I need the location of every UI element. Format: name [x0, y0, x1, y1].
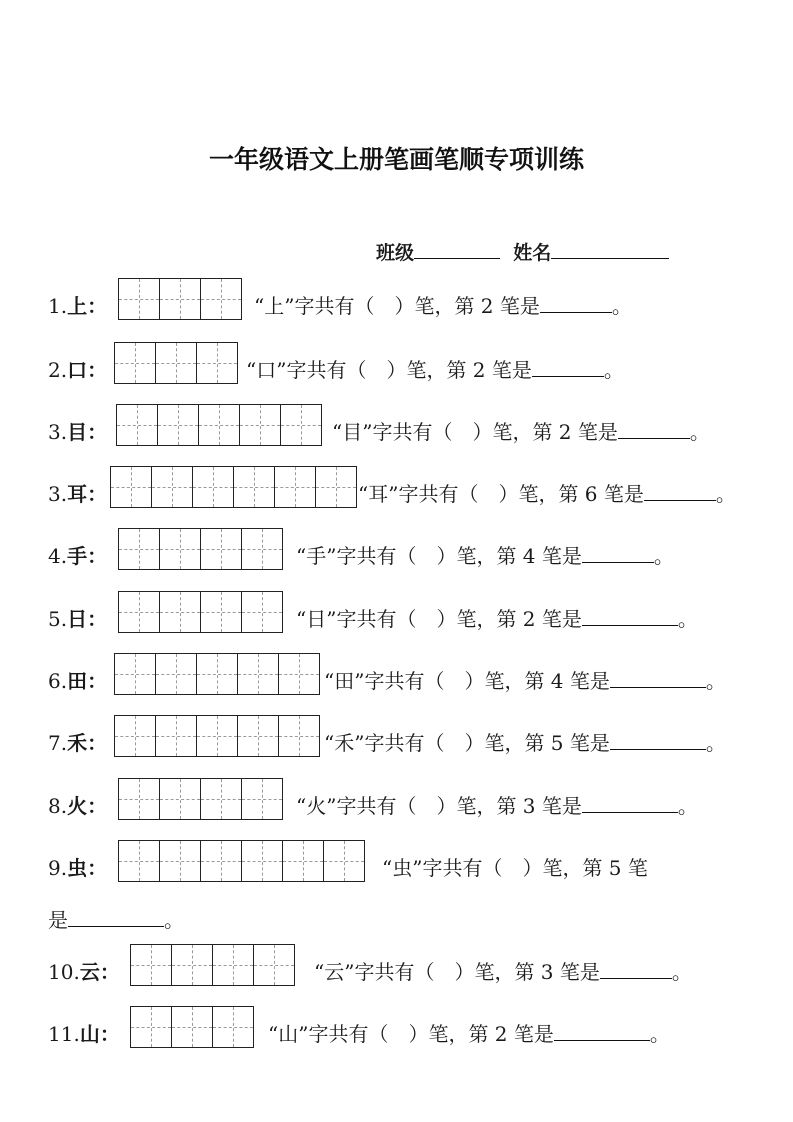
- writing-grid[interactable]: [118, 528, 283, 570]
- question-end: 。: [671, 960, 692, 984]
- question-text: [382, 852, 648, 881]
- grid-cell[interactable]: [281, 405, 322, 445]
- grid-cell[interactable]: [115, 654, 156, 694]
- item-colon: ：: [87, 669, 108, 693]
- grid-cell[interactable]: [254, 945, 295, 985]
- grid-cell[interactable]: [160, 529, 201, 569]
- item-colon: ：: [99, 960, 120, 984]
- question-text: [296, 540, 674, 569]
- item-label: [48, 1018, 120, 1047]
- question-text: [358, 478, 736, 507]
- item-colon: ：: [87, 358, 108, 382]
- question-prompt: “耳”字共有（ ）笔，第 6 笔是: [358, 482, 644, 506]
- item-character: 日: [67, 607, 88, 631]
- question-prompt: “上”字共有（ ）笔，第 2 笔是: [254, 294, 540, 318]
- answer-blank[interactable]: [582, 607, 678, 626]
- class-label: 班级: [376, 242, 415, 264]
- name-label: 姓名: [513, 242, 552, 264]
- grid-cell[interactable]: [119, 841, 160, 881]
- student-info: [376, 238, 669, 265]
- grid-cell[interactable]: [201, 779, 242, 819]
- item-character: 口: [67, 358, 88, 382]
- grid-cell[interactable]: [152, 467, 193, 507]
- grid-cell[interactable]: [172, 945, 213, 985]
- question-text: [332, 416, 710, 445]
- grid-cell[interactable]: [242, 779, 283, 819]
- question-prompt: “手”字共有（ ）笔，第 4 笔是: [296, 544, 582, 568]
- item-label: [48, 790, 107, 819]
- question-end: 。: [705, 669, 726, 693]
- answer-blank[interactable]: [554, 1022, 650, 1041]
- item-9-continuation: [48, 904, 184, 933]
- question-prompt: “口”字共有（ ）笔，第 2 笔是: [246, 358, 532, 382]
- item-colon: ：: [87, 856, 108, 880]
- item-number: 4.: [48, 544, 68, 568]
- item-character: 山: [79, 1022, 100, 1046]
- item-number: 9.: [48, 856, 68, 880]
- item-number: 3.: [48, 420, 68, 444]
- item-number: 11.: [48, 1022, 80, 1046]
- grid-cell[interactable]: [275, 467, 316, 507]
- item-character: 田: [67, 669, 88, 693]
- item-character: 云: [79, 960, 100, 984]
- item-number: 5.: [48, 607, 68, 631]
- answer-blank[interactable]: [582, 794, 678, 813]
- item-character: 上: [67, 294, 88, 318]
- grid-cell[interactable]: [197, 654, 238, 694]
- item-colon: ：: [87, 731, 108, 755]
- answer-blank[interactable]: [540, 294, 612, 313]
- question-prompt: “目”字共有（ ）笔，第 2 笔是: [332, 420, 618, 444]
- writing-grid[interactable]: [118, 591, 283, 633]
- grid-cell[interactable]: [160, 592, 201, 632]
- grid-cell[interactable]: [197, 716, 238, 756]
- answer-blank[interactable]: [600, 960, 672, 979]
- grid-cell[interactable]: [242, 841, 283, 881]
- question-text: [246, 354, 624, 383]
- grid-cell[interactable]: [119, 529, 160, 569]
- question-end: 。: [705, 731, 726, 755]
- answer-blank[interactable]: [582, 544, 654, 563]
- writing-grid[interactable]: [110, 466, 357, 508]
- writing-grid[interactable]: [116, 404, 322, 446]
- answer-blank[interactable]: [610, 731, 706, 750]
- grid-cell[interactable]: [111, 467, 152, 507]
- item-label: [48, 354, 107, 383]
- question-prompt: “田”字共有（ ）笔，第 4 笔是: [324, 669, 610, 693]
- grid-cell[interactable]: [238, 716, 279, 756]
- question-text: [324, 727, 726, 756]
- item-label: [48, 727, 107, 756]
- grid-cell[interactable]: [199, 405, 240, 445]
- question-end: 。: [653, 544, 674, 568]
- item-number: 7.: [48, 731, 68, 755]
- item-colon: ：: [87, 294, 108, 318]
- grid-cell[interactable]: [160, 279, 201, 319]
- grid-cell[interactable]: [242, 529, 283, 569]
- grid-cell[interactable]: [283, 841, 324, 881]
- item-9-continuation-end: 。: [164, 908, 184, 932]
- writing-grid[interactable]: [114, 342, 238, 384]
- answer-blank[interactable]: [644, 482, 716, 501]
- answer-blank[interactable]: [618, 420, 690, 439]
- question-end: 。: [689, 420, 710, 444]
- question-end: 。: [649, 1022, 670, 1046]
- item-label: [48, 416, 107, 445]
- item-colon: ：: [87, 607, 108, 631]
- item-label: [48, 665, 107, 694]
- writing-grid[interactable]: [118, 278, 242, 320]
- grid-cell[interactable]: [119, 279, 160, 319]
- item-character: 耳: [67, 482, 88, 506]
- item-character: 火: [67, 794, 88, 818]
- question-prompt: “火”字共有（ ）笔，第 3 笔是: [296, 794, 582, 818]
- item-label: [48, 290, 107, 319]
- grid-cell[interactable]: [119, 779, 160, 819]
- question-end: 。: [603, 358, 624, 382]
- grid-cell[interactable]: [213, 1007, 254, 1047]
- question-text: [296, 603, 698, 632]
- answer-blank[interactable]: [532, 358, 604, 377]
- writing-grid[interactable]: [118, 840, 365, 882]
- item-colon: ：: [87, 420, 108, 444]
- item-label: [48, 852, 107, 881]
- item-character: 禾: [67, 731, 88, 755]
- question-prompt: “山”字共有（ ）笔，第 2 笔是: [268, 1022, 554, 1046]
- grid-cell[interactable]: [201, 841, 242, 881]
- grid-cell[interactable]: [201, 279, 242, 319]
- writing-grid[interactable]: [114, 653, 320, 695]
- question-prompt: “日”字共有（ ）笔，第 2 笔是: [296, 607, 582, 631]
- grid-cell[interactable]: [279, 716, 320, 756]
- grid-cell[interactable]: [156, 654, 197, 694]
- question-end: 。: [715, 482, 736, 506]
- grid-cell[interactable]: [115, 716, 156, 756]
- grid-cell[interactable]: [156, 716, 197, 756]
- grid-cell[interactable]: [131, 945, 172, 985]
- item-character: 目: [67, 420, 88, 444]
- grid-cell[interactable]: [158, 405, 199, 445]
- grid-cell[interactable]: [242, 592, 283, 632]
- question-end: 。: [677, 607, 698, 631]
- item-number: 10.: [48, 960, 80, 984]
- grid-cell[interactable]: [279, 654, 320, 694]
- grid-cell[interactable]: [115, 343, 156, 383]
- item-number: 2.: [48, 358, 68, 382]
- item-number: 6.: [48, 669, 68, 693]
- writing-grid[interactable]: [114, 715, 320, 757]
- item-label: [48, 478, 107, 507]
- item-label: [48, 603, 107, 632]
- item-colon: ：: [87, 794, 108, 818]
- question-end: 。: [677, 794, 698, 818]
- grid-cell[interactable]: [234, 467, 275, 507]
- question-end: 。: [611, 294, 632, 318]
- item-character: 虫: [67, 856, 88, 880]
- grid-cell[interactable]: [316, 467, 357, 507]
- question-text: [268, 1018, 670, 1047]
- grid-cell[interactable]: [172, 1007, 213, 1047]
- grid-cell[interactable]: [240, 405, 281, 445]
- grid-cell[interactable]: [324, 841, 365, 881]
- grid-cell[interactable]: [197, 343, 238, 383]
- class-blank[interactable]: [414, 240, 500, 259]
- grid-cell[interactable]: [238, 654, 279, 694]
- item-number: 1.: [48, 294, 68, 318]
- grid-cell[interactable]: [131, 1007, 172, 1047]
- item-number: 8.: [48, 794, 68, 818]
- writing-grid[interactable]: [130, 1006, 254, 1048]
- grid-cell[interactable]: [201, 529, 242, 569]
- answer-blank[interactable]: [610, 669, 706, 688]
- item-colon: ：: [99, 1022, 120, 1046]
- item-label: [48, 956, 120, 985]
- question-prompt: “云”字共有（ ）笔，第 3 笔是: [314, 960, 600, 984]
- writing-grid[interactable]: [118, 778, 283, 820]
- question-text: [254, 290, 632, 319]
- grid-cell[interactable]: [193, 467, 234, 507]
- grid-cell[interactable]: [213, 945, 254, 985]
- item-label: [48, 540, 107, 569]
- grid-cell[interactable]: [119, 592, 160, 632]
- item-colon: ：: [87, 544, 108, 568]
- question-text: [314, 956, 692, 985]
- page-title: 一年级语文上册笔画笔顺专项训练: [208, 145, 584, 174]
- grid-cell[interactable]: [160, 841, 201, 881]
- item-number: 3.: [48, 482, 68, 506]
- question-text: [296, 790, 698, 819]
- grid-cell[interactable]: [160, 779, 201, 819]
- grid-cell[interactable]: [117, 405, 158, 445]
- grid-cell[interactable]: [156, 343, 197, 383]
- question-text: [324, 665, 726, 694]
- grid-cell[interactable]: [201, 592, 242, 632]
- answer-blank-9b[interactable]: [68, 908, 164, 927]
- writing-grid[interactable]: [130, 944, 295, 986]
- item-9-continuation-text: 是: [48, 908, 68, 932]
- name-blank[interactable]: [551, 240, 669, 259]
- question-prompt: “禾”字共有（ ）笔，第 5 笔是: [324, 731, 610, 755]
- item-character: 手: [67, 544, 88, 568]
- question-prompt: “虫”字共有（ ）笔，第 5 笔: [382, 856, 648, 880]
- item-colon: ：: [87, 482, 108, 506]
